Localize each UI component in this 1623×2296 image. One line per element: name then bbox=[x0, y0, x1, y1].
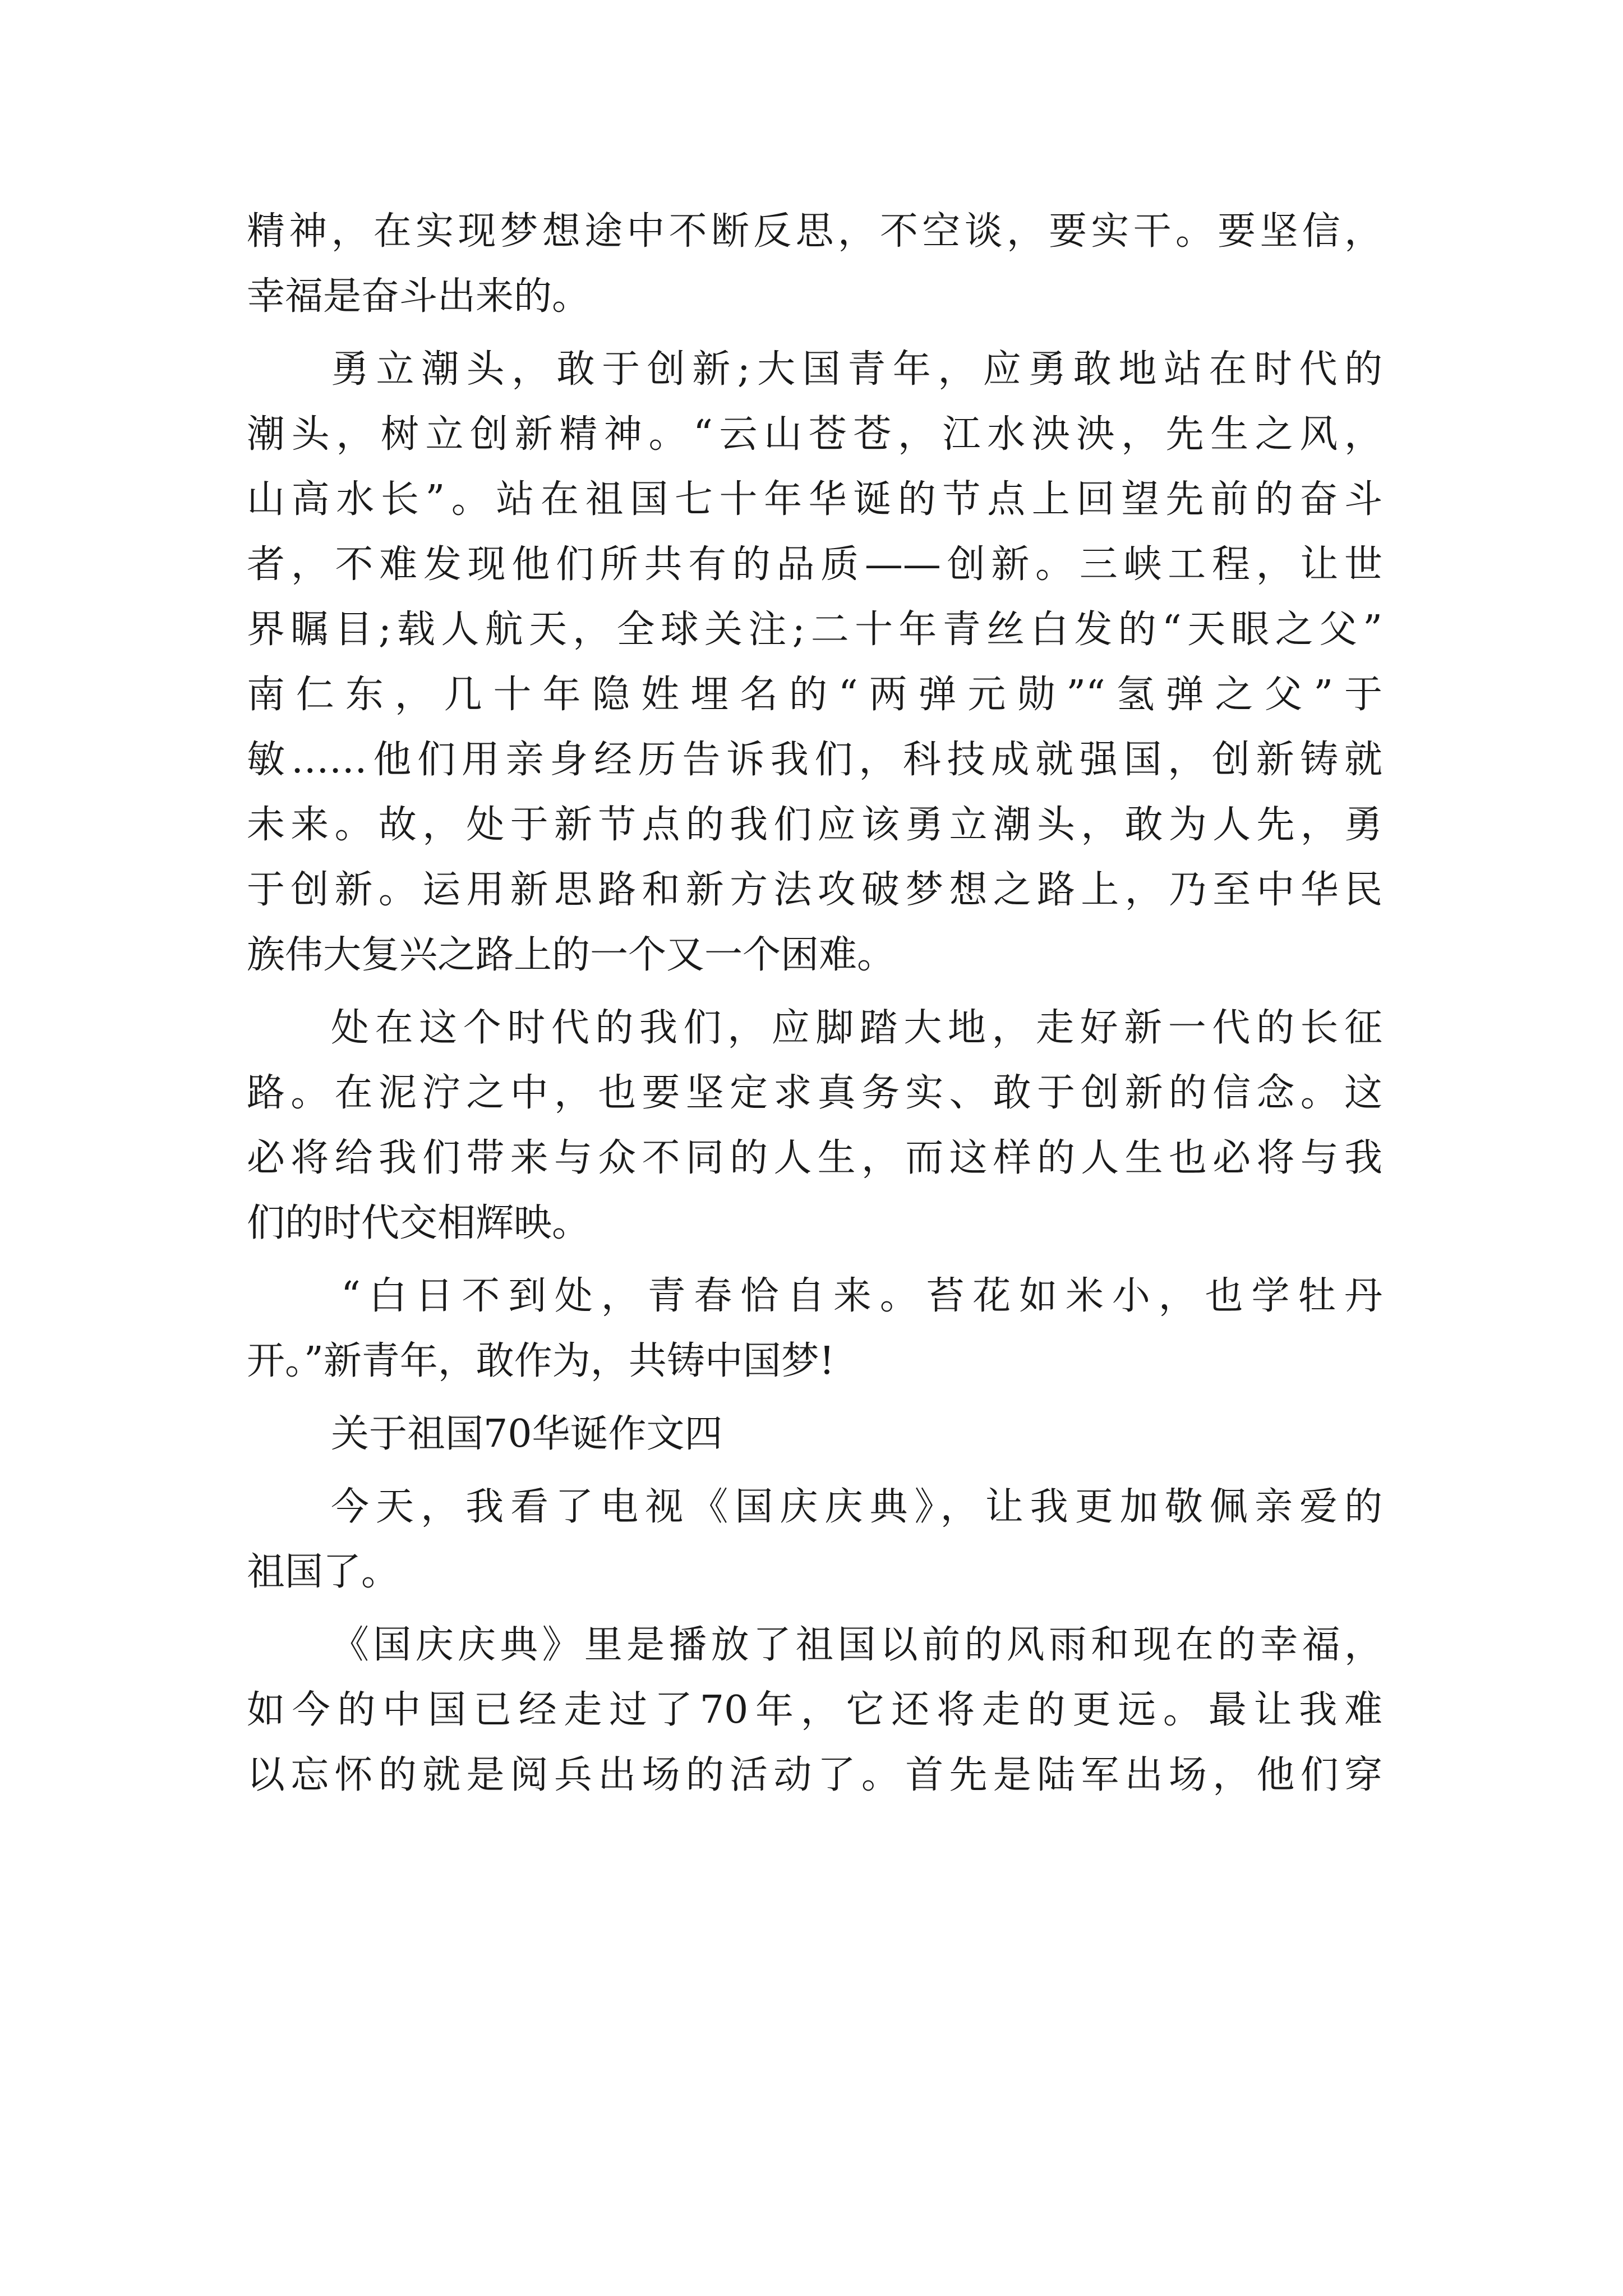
paragraph-gap bbox=[247, 1605, 1382, 1613]
text-line: “白日不到处，青春恰自来。苔花如米小，也学牡丹 bbox=[341, 1274, 1382, 1318]
text-line: 未来。故，处于新节点的我们应该勇立潮头，敢为人先，勇 bbox=[247, 803, 1382, 847]
text-line: 族伟大复兴之路上的一个又一个困难。 bbox=[247, 933, 896, 977]
text-line: 开。”新青年，敢作为，共铸中国梦! bbox=[247, 1339, 835, 1383]
text-line: 精神，在实现梦想途中不断反思，不空谈，要实干。要坚信， bbox=[247, 209, 1382, 254]
text-line: 必将给我们带来与众不同的人生，而这样的人生也必将与我 bbox=[247, 1136, 1382, 1180]
text-line: 如今的中国已经走过了70年，它还将走的更远。最让我难 bbox=[247, 1688, 1382, 1732]
text-line: 处在这个时代的我们，应脚踏大地，走好新一代的长征 bbox=[331, 1006, 1382, 1050]
paragraph-gap bbox=[247, 329, 1382, 337]
text-line: 南仁东，几十年隐姓埋名的“两弹元勋”“氢弹之父”于 bbox=[247, 673, 1382, 717]
text-line: 勇立潮头，敢于创新;大国青年，应勇敢地站在时代的 bbox=[331, 347, 1382, 392]
paragraph-gap bbox=[247, 1256, 1382, 1264]
paragraph-gap bbox=[247, 988, 1382, 996]
text-line: 以忘怀的就是阅兵出场的活动了。首先是陆军出场，他们穿 bbox=[247, 1753, 1382, 1797]
text-line: 界瞩目;载人航天，全球关注;二十年青丝白发的“天眼之父” bbox=[247, 608, 1382, 652]
text-line: 祖国了。 bbox=[247, 1550, 400, 1594]
document-body bbox=[247, 199, 1382, 1808]
text-line: 潮头，树立创新精神。“云山苍苍，江水泱泱，先生之风， bbox=[247, 412, 1382, 457]
text-line: 山高水长”。站在祖国七十年华诞的节点上回望先前的奋斗 bbox=[247, 477, 1382, 522]
paragraph-gap bbox=[247, 1467, 1382, 1475]
text-line: 路。在泥泞之中，也要坚定求真务实、敢于创新的信念。这 bbox=[247, 1071, 1382, 1115]
text-line: 今天，我看了电视《国庆庆典》，让我更加敬佩亲爱的 bbox=[331, 1485, 1382, 1529]
text-line: 于创新。运用新思路和新方法攻破梦想之路上，乃至中华民 bbox=[247, 868, 1382, 912]
text-line: 者，不难发现他们所共有的品质——创新。三峡工程，让世 bbox=[247, 542, 1382, 587]
paragraph-gap bbox=[247, 1394, 1382, 1402]
text-line: 《国庆庆典》里是播放了祖国以前的风雨和现在的幸福， bbox=[331, 1623, 1382, 1667]
text-line: 们的时代交相辉映。 bbox=[247, 1201, 591, 1245]
section-heading: 关于祖国70华诞作文四 bbox=[331, 1412, 723, 1456]
text-line: 敏……他们用亲身经历告诉我们，科技成就强国，创新铸就 bbox=[247, 738, 1382, 782]
text-line: 幸福是奋斗出来的。 bbox=[247, 274, 591, 319]
